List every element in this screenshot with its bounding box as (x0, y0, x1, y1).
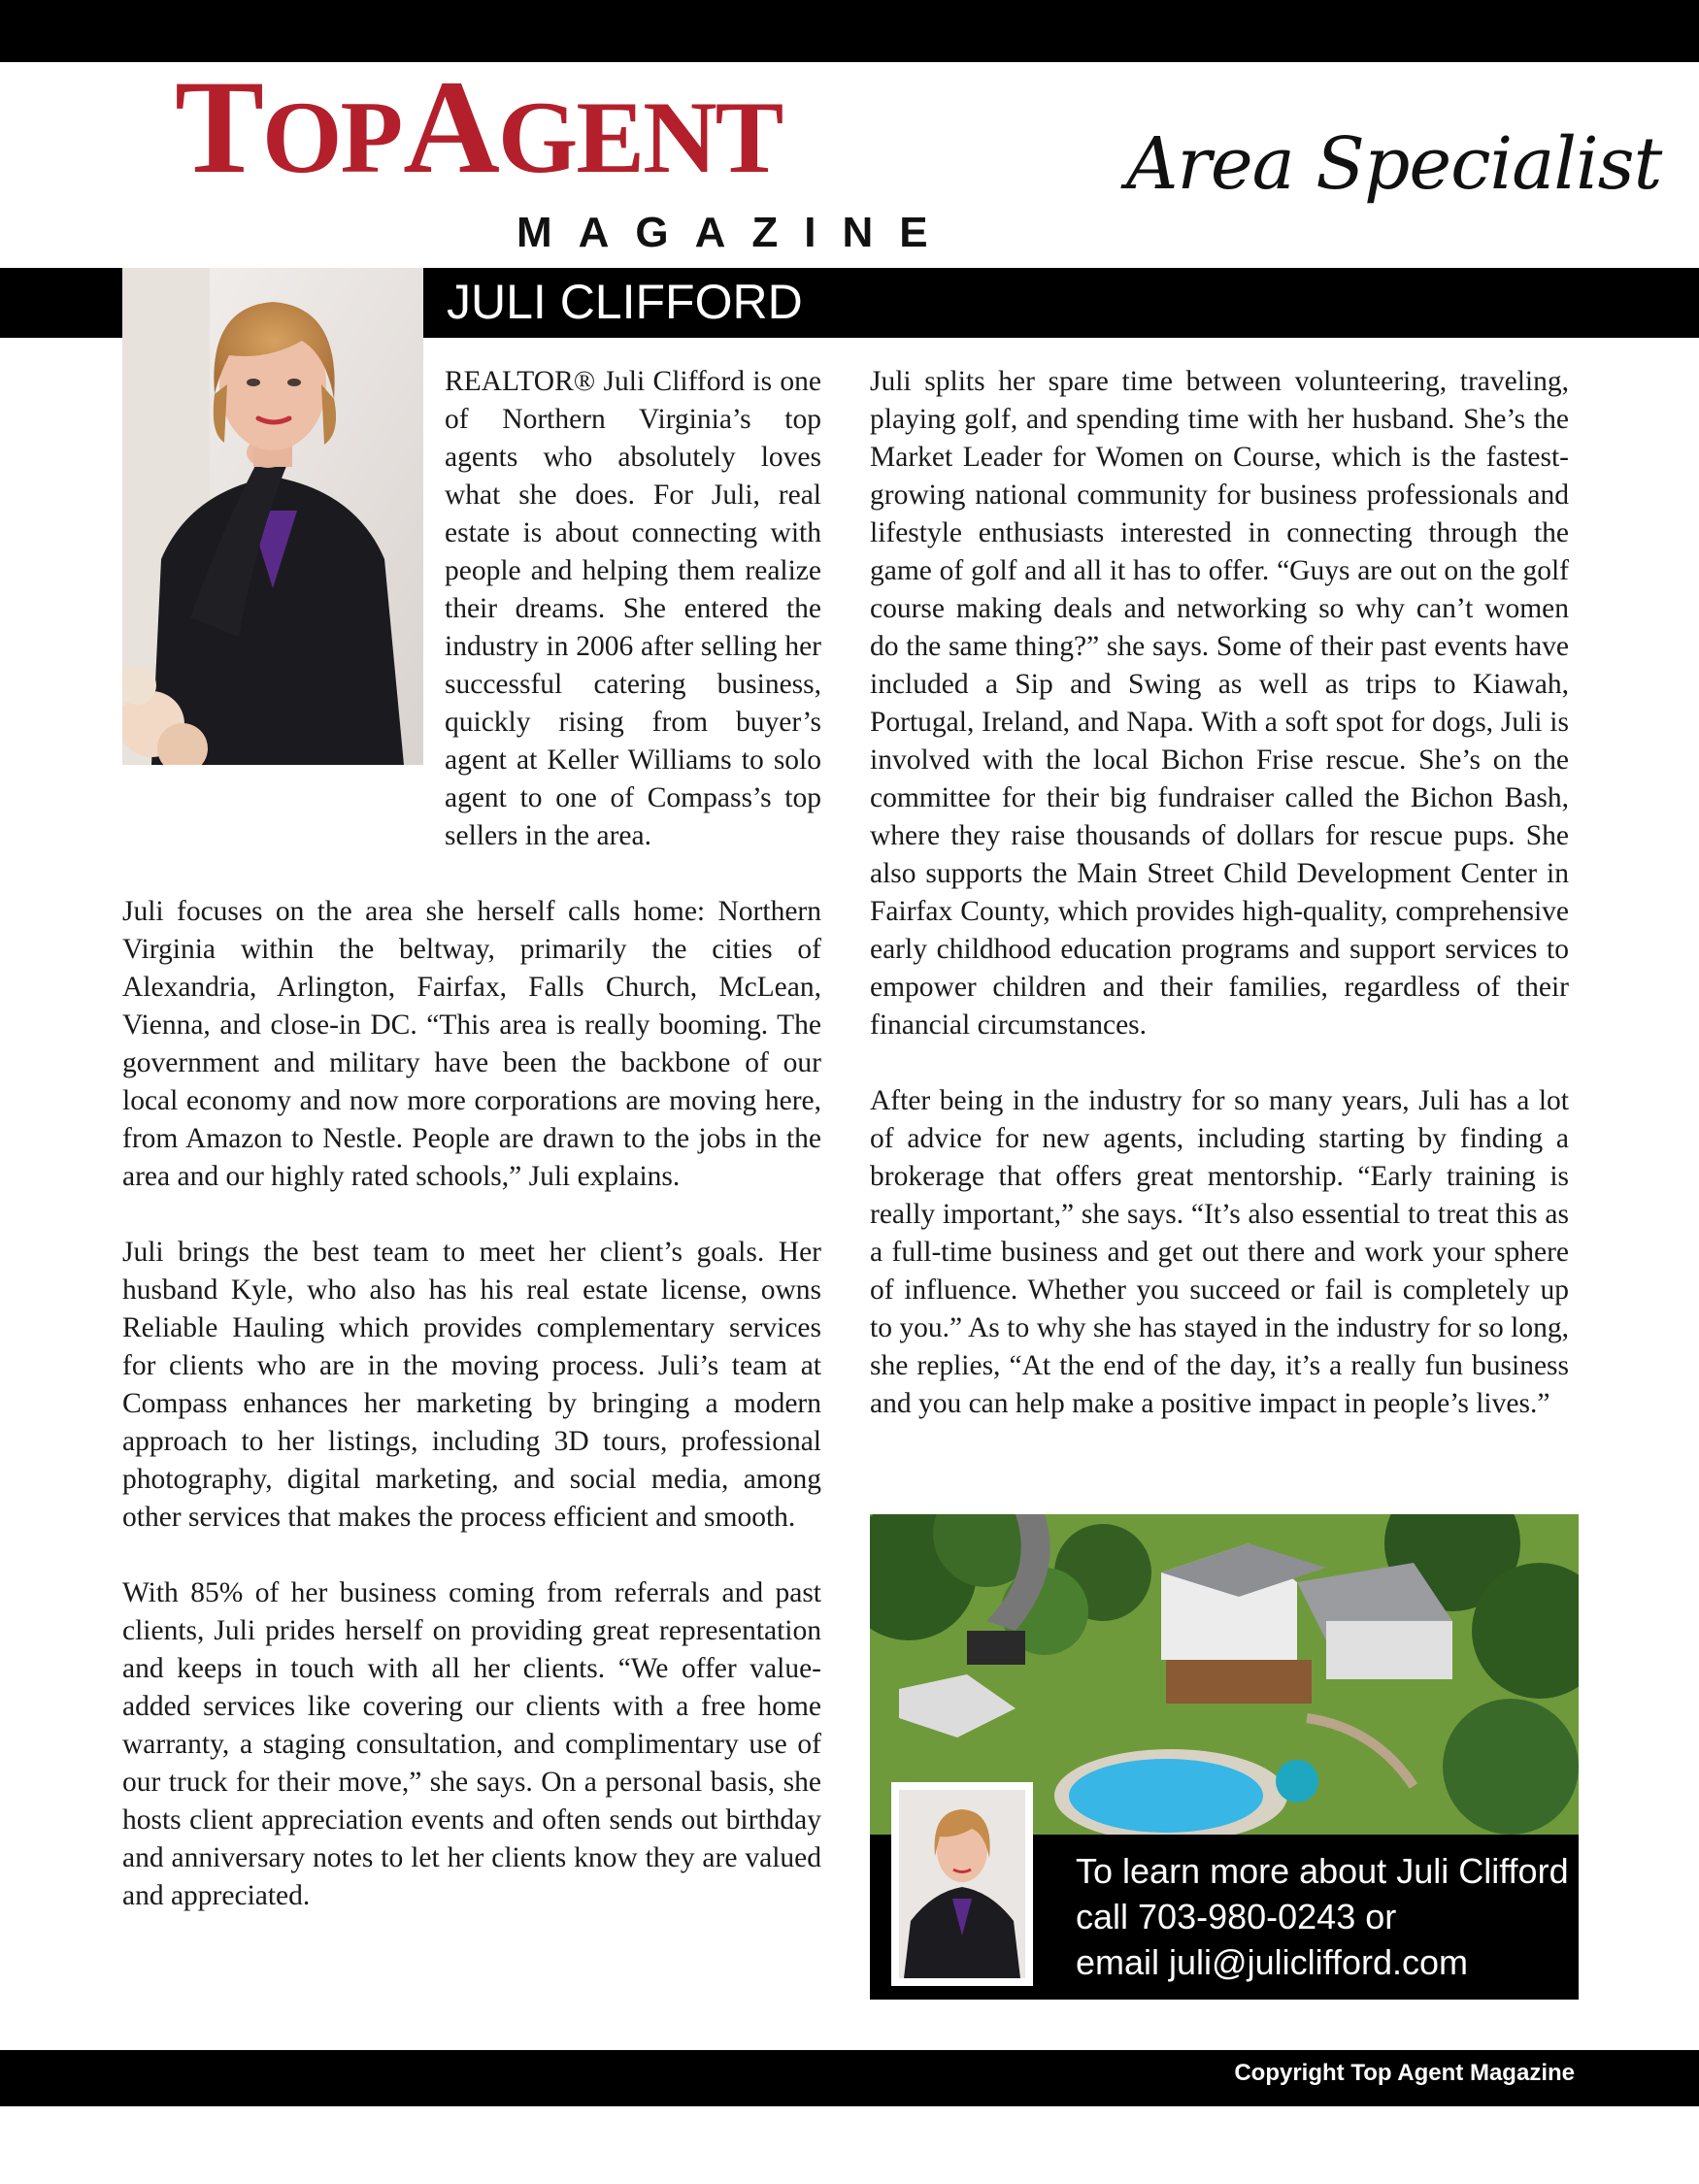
article-paragraph: With 85% of her business coming from referrals and past clients, Juli prides herself on providing great representation and keeps in touch with all her clients. “We offer value-added services like covering our clients with a free home warranty, a staging consultation, and complimentary use of our truck for their move,” she says. On a personal basis, she hosts client appreciation events and often sends out birthday and anniversary notes to let her clients know they are valued and appreciated. (122, 1577, 821, 1911)
agent-name: JULI CLIFFORD (447, 275, 803, 329)
article-paragraph: After being in the industry for so many years, Juli has a lot of advice for new agents, including starting by finding a brokerage that offers great mentorship. “Early training is really important,” she says. “It’s also essential to treat this as a full-time business and get out there and work your sphere of influence. Whether you succeed or fail is completely up to you.” As to why she has stayed in the industry for so long, she replies, “At the end of the day, it’s a really fun business and you can help make a positive impact in people’s lives.” (870, 1085, 1569, 1419)
article-paragraph: Juli brings the best team to meet her client’s goals. Her husband Kyle, who also has his real estate license, owns Reliable Hauling which provides complementary services for clients who are in the moving process. Juli’s team at Compass enhances her marketing by bringing a modern approach to her listings, including 3D tours, professional photography, digital marketing, and social media, among other services that makes the process efficient and smooth. (122, 1237, 821, 1533)
magazine-logo-subtitle: MAGAZINE (516, 209, 954, 256)
magazine-logo: TOP AGENT (175, 52, 783, 201)
contact-line: To learn more about Juli Clifford (1076, 1851, 1569, 1891)
copyright-text: Copyright Top Agent Magazine (1234, 2060, 1575, 2086)
article-right-column (870, 363, 1569, 1461)
contact-info (1076, 1848, 1569, 1985)
contact-email[interactable]: email juli@juliclifford.com (1076, 1942, 1468, 1982)
article-paragraph: Juli splits her spare time between volunteering, traveling, playing golf, and spending time with her husband. She’s the Market Leader for Women on Course, which is the fastest-growing national community for business professionals and lifestyle enthusiasts interested in connecting through the game of golf and all it has to offer. “Guys are out on the golf course making deals and networking so why can’t women do the same thing?” she says. Some of their past events have included a Sip and Swing as well as trips to Kiawah, Portugal, Ireland, and Napa. With a soft spot for dogs, Juli is involved with the local Bichon Frise rescue. She’s on the committee for their big fundraiser called the Bichon Bash, where they raise thousands of dollars for rescue pups. She also supports the Main Street Child Development Center in Fairfax County, which provides high-quality, comprehensive early childhood education programs and support services to empower children and their families, regardless of their financial circumstances. (870, 366, 1569, 1041)
section-title: Area Specialist (1126, 122, 1662, 206)
article-paragraph: Juli focuses on the area she herself calls home: Northern Virginia within the beltway, primarily the cities of Alexandria, Arlington, Fairfax, Falls Church, McLean, Vienna, and close-in DC. “This area is really booming. The government and military have been the backbone of our local economy and now more corporations are moving here, from Amazon to Nestle. People are drawn to the jobs in the area and our highly rated schools,” Juli explains. (122, 896, 821, 1192)
contact-phone[interactable]: call 703-980-0243 or (1076, 1897, 1397, 1936)
contact-portrait-image (899, 1790, 1025, 1978)
article-left-column (122, 363, 821, 1953)
article-paragraph: REALTOR® Juli Clifford is one of Northern Virginia’s top agents who absolutely loves what she does. For Juli, real estate is about connecting with people and helping them realize their dreams. She entered the industry in 2006 after selling her successful catering business, quickly rising from buyer’s agent at Keller Williams to solo agent to one of Compass’s top sellers in the area. (445, 366, 821, 851)
portrait-wrap-spacer (122, 363, 445, 852)
contact-portrait (899, 1790, 1025, 1978)
